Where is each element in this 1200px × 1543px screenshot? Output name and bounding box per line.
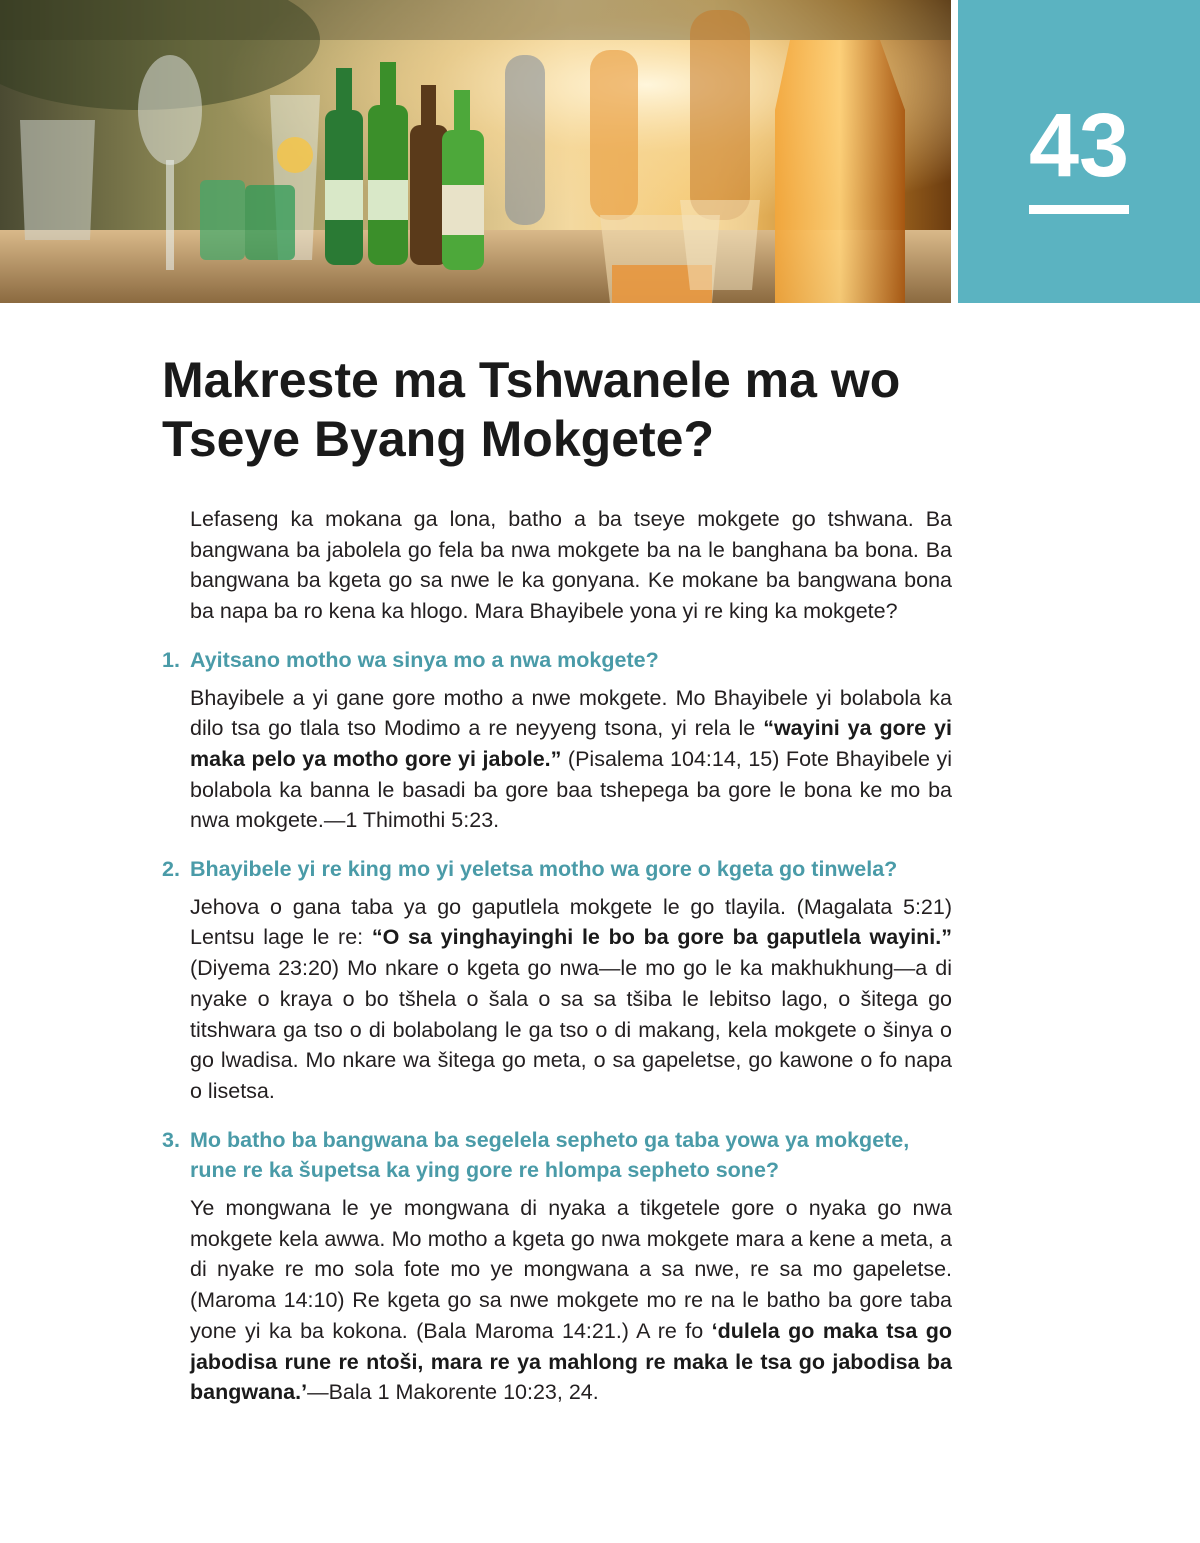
header-photo <box>0 0 951 303</box>
question-text: Mo batho ba bangwana ba segelela sepheto ga taba yowa ya mokgete, rune re ka šupetsa ka ying gore re hlompa sepheto sone? <box>190 1127 910 1183</box>
answer-text: —Bala 1 Makorente 10:23, 24. <box>307 1380 599 1405</box>
question-3 <box>162 1125 952 1186</box>
answer-text: Bhayibele a yi gane gore motho a nwe mokgete. Mo Bhayibele yi bolabola ka dilo tsa go tlala tso Modimo a re neyyeng tsona, yi rela le <box>190 685 952 741</box>
answer-text: (Pisalema 104:14, 15) Fote Bhayibele yi bolabola ka banna le basadi ba gore baa tshepega ba gore le bona ke mo ba nwa mokgete.—1 Thimothi 5:23. <box>190 746 952 833</box>
intro-paragraph: Lefaseng ka mokana ga lona, batho a ba tseye mokgete go tshwana. Ba bangwana ba jabolela go fela ba nwa mokgete ba na le banghana ba bona. Ba bangwana ba kgeta go sa nwe le ka gonyana. Ke mokane ba bangwana bona ba napa ba ro kena ka hlogo. Mara Bhayibele yona yi re king ka mokgete? <box>190 507 952 624</box>
page-title: Makreste ma Tshwanele ma wo Tseye Byang Mokgete? <box>162 352 901 467</box>
answer-3 <box>190 1193 952 1408</box>
chapter-number: 43 <box>1028 96 1130 196</box>
question-number: 2. <box>162 857 180 882</box>
question-text: Ayitsano motho wa sinya mo a nwa mokgete? <box>190 647 659 672</box>
lesson-content <box>162 504 952 1408</box>
question-text: Bhayibele yi re king mo yi yeletsa motho wa gore o kgeta go tinwela? <box>190 857 898 882</box>
header-photo-illustration <box>0 0 951 303</box>
scripture-quote: “wayini ya gore yi maka pelo ya motho gore yi jabole.” <box>190 716 952 771</box>
answer-text: Jehova o gana taba ya go gaputlela mokgete le go tlayila. (Magalata 5:21) Lentsu lage le re: <box>190 894 952 950</box>
answer-2 <box>190 892 952 1107</box>
question-number: 1. <box>162 647 180 672</box>
question-2 <box>162 854 952 885</box>
question-number: 3. <box>162 1127 180 1152</box>
scripture-quote: ‘dulela go maka tsa go jabodisa rune re ntoši, mara re ya mahlong re maka le tsa go jabodisa ba bangwana.’ <box>190 1318 952 1405</box>
chapter-number-box <box>958 0 1200 303</box>
answer-text: Ye mongwana le ye mongwana di nyaka a tikgetele gore o nyaka go nwa mokgete kela awwa. Mo motho a kgeta go nwa mokgete mara a kene a meta, a di nyake re mo sola fote mo ye mongwana a sa nwe, re sa mo gapeletse. (Maroma 14:10) Re kgeta go sa nwe mokgete mo re na le batho ba gore taba yone yi ka ba kokona. (Bala Maroma 14:21.) A re fo <box>190 1196 952 1343</box>
answer-text: (Diyema 23:20) Mo nkare o kgeta go nwa—le mo go le ka makhukhung—a di nyake o kraya o bo tšhela o šala o sa sa tšiba le lebitso lago, o šitega go titshwara ga tso o di bolabolang le ga tso o di makang, kela mokgete o šinya o go lwadisa. Mo nkare wa šitega go meta, o sa gapeletse, go kawone o fo napa o lisetsa. <box>190 956 952 1103</box>
chapter-underline <box>1029 205 1129 214</box>
answer-1 <box>190 683 952 837</box>
scripture-quote: “O sa yinghayinghi le bo ba gore ba gaputlela wayini.” <box>371 925 952 950</box>
question-1 <box>162 645 952 676</box>
